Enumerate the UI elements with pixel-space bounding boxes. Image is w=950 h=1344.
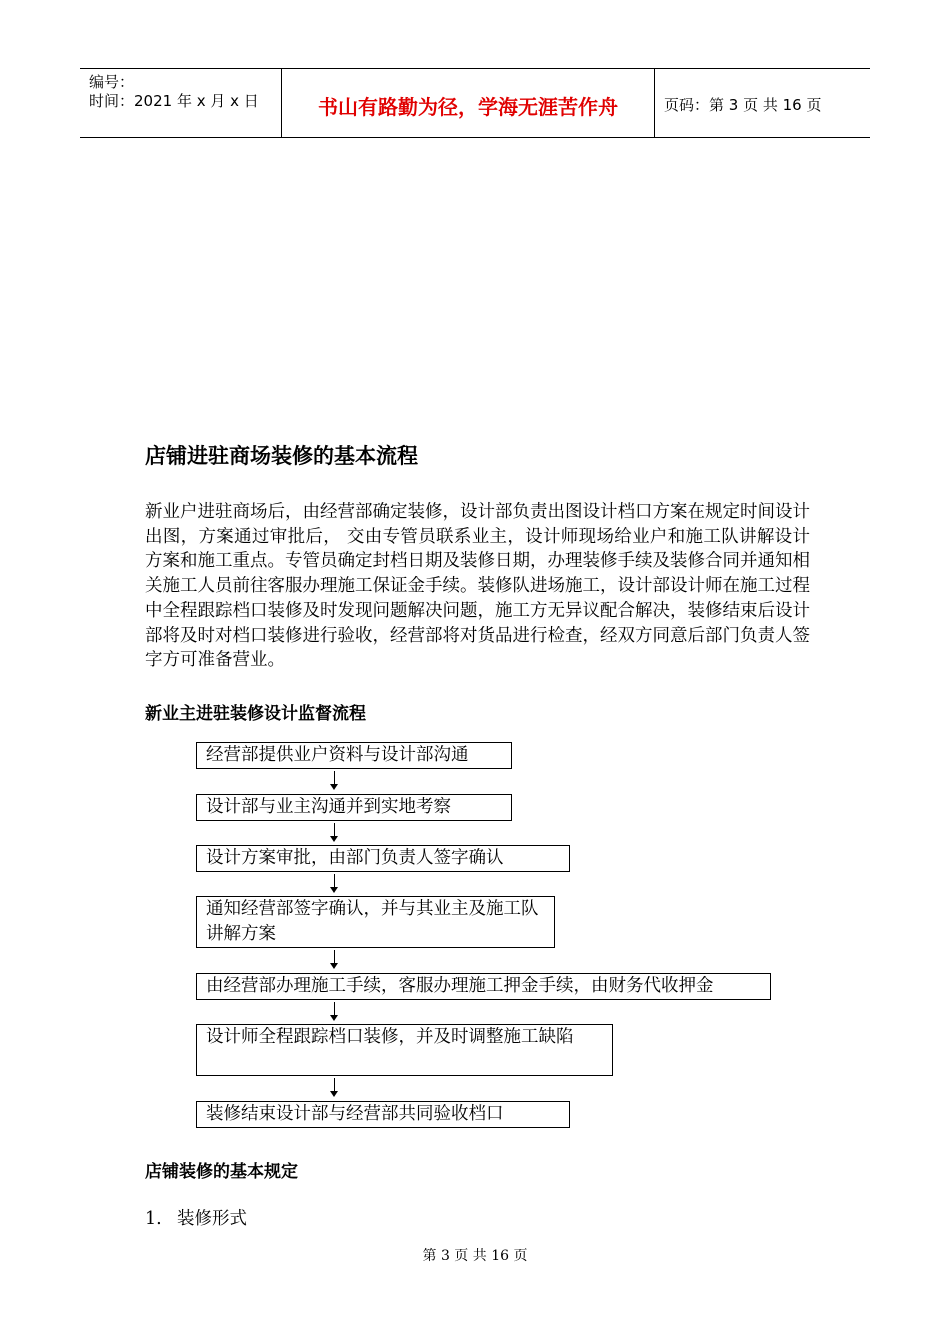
flow-arrow-5	[329, 1002, 341, 1022]
header-center-cell	[281, 69, 655, 137]
flow-step-2: 设计部与业主沟通并到实地考察	[196, 794, 512, 821]
flow-arrow-6	[329, 1078, 341, 1098]
flow-arrow-3	[329, 874, 341, 894]
document-title: 店铺进驻商场装修的基本流程	[145, 444, 418, 468]
header-right-cell	[654, 69, 870, 137]
list-item	[145, 1205, 247, 1230]
flow-arrow-1	[329, 771, 341, 791]
time-label: 时间：2021 年 x 月 x 日	[89, 92, 259, 110]
page-footer: 第 3 页 共 16 页	[422, 1248, 528, 1264]
flow-step-1: 经营部提供业户资料与设计部沟通	[196, 742, 512, 769]
flow-heading: 新业主进驻装修设计监督流程	[145, 704, 366, 724]
header-table	[80, 68, 870, 138]
flow-step-6: 设计师全程跟踪档口装修，并及时调整施工缺陷	[196, 1024, 613, 1076]
flow-step-3: 设计方案审批，由部门负责人签字确认	[196, 845, 570, 872]
item-text: 装修形式	[177, 1209, 247, 1229]
flow-arrow-2	[329, 823, 341, 843]
item-number: 1.	[145, 1209, 162, 1229]
code-label: 编号：	[89, 73, 135, 91]
header-left-cell	[80, 69, 281, 137]
page-info: 页码：第 3 页 共 16 页	[664, 96, 822, 114]
flow-step-4: 通知经营部签字确认，并与其业主及施工队讲解方案	[196, 896, 555, 948]
motto-text: 书山有路勤为径，学海无涯苦作舟	[318, 95, 618, 119]
flow-arrow-4	[329, 950, 341, 970]
flow-step-5: 由经营部办理施工手续，客服办理施工押金手续，由财务代收押金	[196, 973, 771, 1000]
flow-step-7: 装修结束设计部与经营部共同验收档口	[196, 1101, 570, 1128]
intro-paragraph: 新业户进驻商场后，由经营部确定装修，设计部负责出图设计档口方案在规定时间设计出图，方案通过审批后， 交由专管员联系业主，设计师现场给业户和施工队讲解设计方案和施工重点。专管员确定封档日期及装修日期，办理装修手续及装修合同并通知相关施工人员前往客服办理施工保证金手续。装修队进场施工，设计部设计师在施工过程中全程跟踪档口装修及时发现问题解决问题，施工方无异议配合解决，装修结束后设计部将及时对档口装修进行验收，经营部将对货品进行检查，经双方同意后部门负责人签字方可准备营业。	[145, 502, 810, 671]
rules-heading: 店铺装修的基本规定	[145, 1162, 298, 1182]
